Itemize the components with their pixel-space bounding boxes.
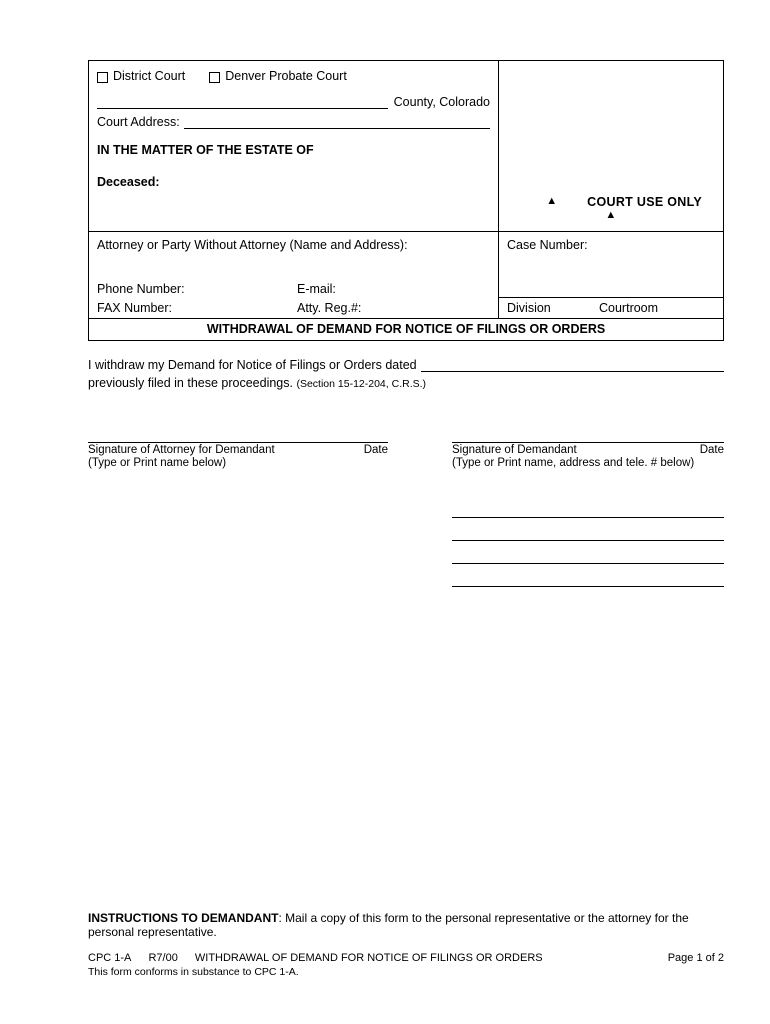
- court-use-only-block: [499, 195, 723, 223]
- county-row: [97, 95, 490, 109]
- caption-middle-row: [89, 231, 723, 318]
- demandant-info-lines: [452, 495, 724, 587]
- court-use-only-label: COURT USE ONLY: [587, 195, 702, 209]
- demandant-info-input[interactable]: [452, 564, 724, 587]
- statute-citation: (Section 15-12-204, C.R.S.): [296, 378, 427, 390]
- withdrawal-statement-row: [88, 358, 724, 372]
- demandant-info-input[interactable]: [452, 541, 724, 564]
- previously-filed-label: previously filed in these proceedings.: [88, 376, 293, 390]
- instructions-heading: INSTRUCTIONS TO DEMANDANT: [88, 911, 279, 925]
- caption-top-row: [89, 61, 723, 231]
- demandant-info-input[interactable]: [452, 495, 724, 518]
- county-input[interactable]: [97, 95, 388, 109]
- fax-reg-row: [97, 301, 490, 315]
- case-number-label: Case Number:: [507, 238, 588, 252]
- courtroom-label: Courtroom: [599, 301, 659, 315]
- up-arrow-icon: ▲: [546, 194, 558, 207]
- deceased-label: Deceased:: [97, 175, 160, 189]
- attorney-signature-caption: [88, 444, 388, 456]
- fax-number-label: FAX Number:: [97, 301, 173, 315]
- demandant-signature-date-label: Date: [699, 444, 724, 456]
- signature-block: [88, 432, 724, 587]
- withdrawal-date-input[interactable]: [421, 359, 724, 372]
- attorney-signature-label: Signature of Attorney for Demandant: [88, 444, 275, 456]
- demandant-signature-sub: (Type or Print name, address and tele. # below): [452, 457, 695, 469]
- caption-box: [88, 60, 724, 341]
- court-option-denver-probate[interactable]: [209, 69, 347, 83]
- footer-primary-row: [88, 952, 724, 964]
- footer-form-info: [88, 952, 557, 964]
- atty-reg-label: Atty. Reg.#:: [297, 301, 362, 315]
- matter-heading: IN THE MATTER OF THE ESTATE OF: [97, 143, 314, 157]
- attorney-cell: [89, 232, 499, 318]
- county-suffix-label: County, Colorado: [393, 95, 490, 109]
- court-type-options: [97, 69, 490, 83]
- division-label: Division: [507, 301, 551, 315]
- form-title: WITHDRAWAL OF DEMAND FOR NOTICE OF FILINGS OR ORDERS: [89, 318, 723, 340]
- withdrawal-statement-label: I withdraw my Demand for Notice of Filings or Orders dated: [88, 358, 417, 372]
- court-identification-cell: [89, 61, 499, 231]
- division-courtroom-row: [499, 297, 723, 318]
- demandant-info-input[interactable]: [452, 518, 724, 541]
- attorney-label: Attorney or Party Without Attorney (Name and Address):: [97, 238, 408, 252]
- checkbox-icon[interactable]: [209, 72, 220, 83]
- demandant-signature-column: [452, 432, 724, 587]
- instructions-block: [88, 911, 724, 939]
- footer-form-code: CPC 1-A: [88, 952, 132, 964]
- phone-number-label: Phone Number:: [97, 282, 185, 296]
- demandant-signature-caption: [452, 444, 724, 456]
- case-number-cell: [499, 232, 723, 318]
- court-option-district-label: District Court: [113, 69, 186, 83]
- previously-filed-row: [88, 376, 724, 390]
- court-use-only-cell: [499, 61, 723, 231]
- attorney-signature-sub: (Type or Print name below): [88, 457, 227, 469]
- body-text: [88, 358, 724, 390]
- attorney-signature-date-label: Date: [363, 444, 388, 456]
- court-option-district[interactable]: [97, 69, 185, 83]
- court-option-denver-probate-label: Denver Probate Court: [225, 69, 347, 83]
- signature-columns: [88, 432, 724, 587]
- attorney-signature-column: [88, 432, 388, 587]
- phone-email-row: [97, 282, 490, 296]
- court-address-input[interactable]: [184, 115, 490, 129]
- checkbox-icon[interactable]: [97, 72, 108, 83]
- court-address-label: Court Address:: [97, 115, 180, 129]
- demandant-signature-input[interactable]: [452, 432, 724, 443]
- instructions-text: : Mail a copy of this form to the personal representative or the attorney for the personal representative.: [88, 911, 689, 939]
- footer-title: WITHDRAWAL OF DEMAND FOR NOTICE OF FILINGS OR ORDERS: [194, 952, 543, 964]
- email-label: E-mail:: [297, 282, 336, 296]
- court-address-row: [97, 115, 490, 129]
- footer-revision: R7/00: [148, 952, 178, 964]
- page-footer: [88, 952, 724, 978]
- footer-conformance: This form conforms in substance to CPC 1-A.: [88, 966, 299, 978]
- attorney-signature-input[interactable]: [88, 432, 388, 443]
- footer-page-number: Page 1 of 2: [667, 952, 724, 964]
- up-arrow-icon: ▲: [605, 208, 617, 221]
- demandant-signature-label: Signature of Demandant: [452, 444, 577, 456]
